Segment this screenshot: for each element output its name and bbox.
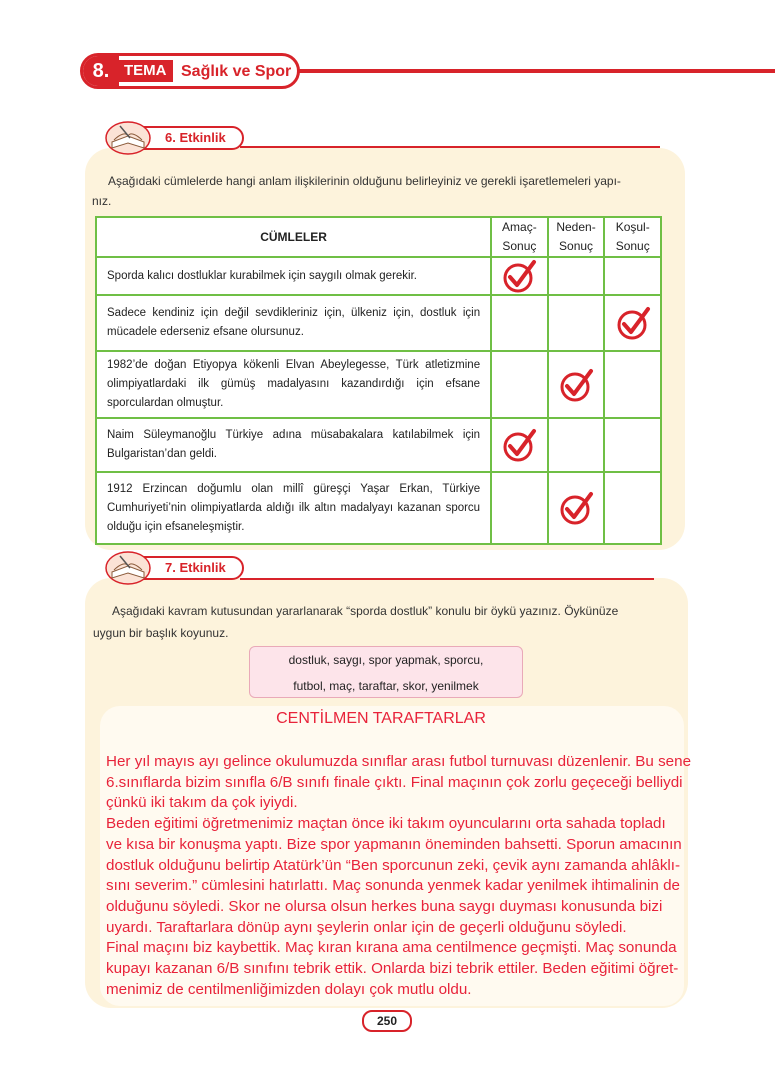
story-line: uyardı. Taraftarlara dönüp aynı şeylerin onlar için de geçerli olduğunu söyledi. xyxy=(106,918,627,936)
story-line: olduğunu söyledi. Skor ne olursa olsun herkes buna saygı duyması konusunda bizi xyxy=(106,897,663,915)
checkmark-icon xyxy=(615,306,651,340)
checkmark-icon xyxy=(558,368,594,402)
story-line: Beden eğitimi öğretmenimiz maçtan önce iki takım oyuncularını orta sahada topladı xyxy=(106,815,666,833)
checkmark-icon xyxy=(501,428,537,462)
sentence-cell: Sporda kalıcı dostluklar kurabilmek için saygılı olmak gerekir. xyxy=(96,257,491,295)
activity7-label: 7. Etkinlik xyxy=(165,560,226,575)
col-amac-header: Amaç- Sonuç xyxy=(491,217,548,257)
relations-table xyxy=(95,216,662,545)
kosul-cell[interactable] xyxy=(604,418,661,472)
neden-cell[interactable] xyxy=(548,351,605,418)
table-row xyxy=(96,418,661,472)
sentence-cell: 1982’de doğan Etiyopya kökenli Elvan Abeylegesse, Türk atletizmine olimpiyatlardaki ilk gümüş madalyasını kazandırdığı için efsane sporculardan olmuştur. xyxy=(96,351,491,418)
story-line: dostluk olduğunu belirtip Atatürk’ün “Ben sporcunun zeki, çevik aynı zamanda ahlâklı- xyxy=(106,856,681,874)
activity7-instruction-line1: Aşağıdaki kavram kutusundan yararlanarak “sporda dostluk” konulu bir öykü yazınız. Öykünüze xyxy=(112,604,619,618)
amac-cell[interactable] xyxy=(491,472,548,544)
table-row xyxy=(96,257,661,295)
story-title: CENTİLMEN TARAFTARLAR xyxy=(276,710,486,727)
story-line: Final maçını biz kaybettik. Maç kıran kırana ama centilmence geçmişti. Maç sonunda xyxy=(106,939,677,957)
table-row xyxy=(96,295,661,351)
table-row xyxy=(96,351,661,418)
story-line: Her yıl mayıs ayı gelince okulumuzda sınıflar arası futbol turnuvası düzenlenir. Bu sene xyxy=(106,753,692,770)
kosul-cell[interactable] xyxy=(604,257,661,295)
story-line: kupayı kazanan 6/B sınıfını tebrik ettik. Onlarda bizi tebrik ettiler. Beden eğitimi öğret- xyxy=(106,960,679,978)
kosul-cell[interactable] xyxy=(604,472,661,544)
story-line: 6.sınıflarda bizim sınıfla 6/B sınıfı finale çıktı. Final maçının çok zorlu geçeceği belliydi xyxy=(106,773,683,791)
unit-title: Sağlık ve Spor xyxy=(181,63,292,80)
concepts-line2: futbol, maç, taraftar, skor, yenilmek xyxy=(293,679,479,693)
neden-cell[interactable] xyxy=(548,257,605,295)
unit-number: 8. xyxy=(83,56,119,86)
open-book-icon xyxy=(104,546,152,586)
page-number: 250 xyxy=(362,1010,412,1032)
col-sentences-header: CÜMLELER xyxy=(96,217,491,257)
activity6-instruction-line2: nız. xyxy=(92,194,112,208)
amac-cell[interactable] xyxy=(491,257,548,295)
story-line: çünkü iki takım da çok iyiydi. xyxy=(106,794,298,812)
amac-cell[interactable] xyxy=(491,295,548,351)
col-kosul-header: Koşul- Sonuç xyxy=(604,217,661,257)
amac-cell[interactable] xyxy=(491,351,548,418)
checkmark-icon xyxy=(558,491,594,525)
story-line: ve kısa bir konuşma yaptı. Bize spor yapmanın öneminden bahsetti. Sporun amacının xyxy=(106,835,682,853)
story-text xyxy=(106,752,726,1000)
activity6-label: 6. Etkinlik xyxy=(165,130,226,145)
activity6-rule xyxy=(240,146,660,148)
neden-cell[interactable] xyxy=(548,295,605,351)
activity6-instruction-line1: Aşağıdaki cümlelerde hangi anlam ilişkilerinin olduğunu belirleyiniz ve gerekli işaretlemeleri yapı- xyxy=(108,174,621,188)
unit-tag: TEMA xyxy=(118,60,173,82)
concept-box xyxy=(249,646,523,698)
sentence-cell: 1912 Erzincan doğumlu olan millî güreşçi Yaşar Erkan, Türkiye Cumhuriyeti’nin olimpiyatlarda aldığı ilk altın madalyayı kazanan sporcu olduğu için efsaneleşmiştir. xyxy=(96,472,491,544)
neden-cell[interactable] xyxy=(548,418,605,472)
table-row xyxy=(96,472,661,544)
amac-cell[interactable] xyxy=(491,418,548,472)
col-neden-header: Neden- Sonuç xyxy=(548,217,605,257)
story-line: sını severim.” cümlesini hatırlattı. Maç sonunda yenmek kadar yenilmek ihtimalinin de xyxy=(106,877,680,895)
sentence-cell: Naim Süleymanoğlu Türkiye adına müsabakalara katılabilmek için Bulgaristan’dan geldi. xyxy=(96,418,491,472)
table-header-row xyxy=(96,217,661,257)
sentence-cell: Sadece kendiniz için değil sevdikleriniz için, ülkeniz için, dostluk için mücadele ederseniz efsane olursunuz. xyxy=(96,295,491,351)
open-book-icon xyxy=(104,116,152,156)
neden-cell[interactable] xyxy=(548,472,605,544)
story-line: menimiz de centilmenliğimizden dolayı çok mutlu oldu. xyxy=(106,980,472,998)
kosul-cell[interactable] xyxy=(604,351,661,418)
kosul-cell[interactable] xyxy=(604,295,661,351)
activity7-rule xyxy=(240,578,654,580)
concepts-line1: dostluk, saygı, spor yapmak, sporcu, xyxy=(288,653,484,667)
checkmark-icon xyxy=(501,259,537,293)
activity7-instruction-line2: uygun bir başlık koyunuz. xyxy=(93,626,229,640)
